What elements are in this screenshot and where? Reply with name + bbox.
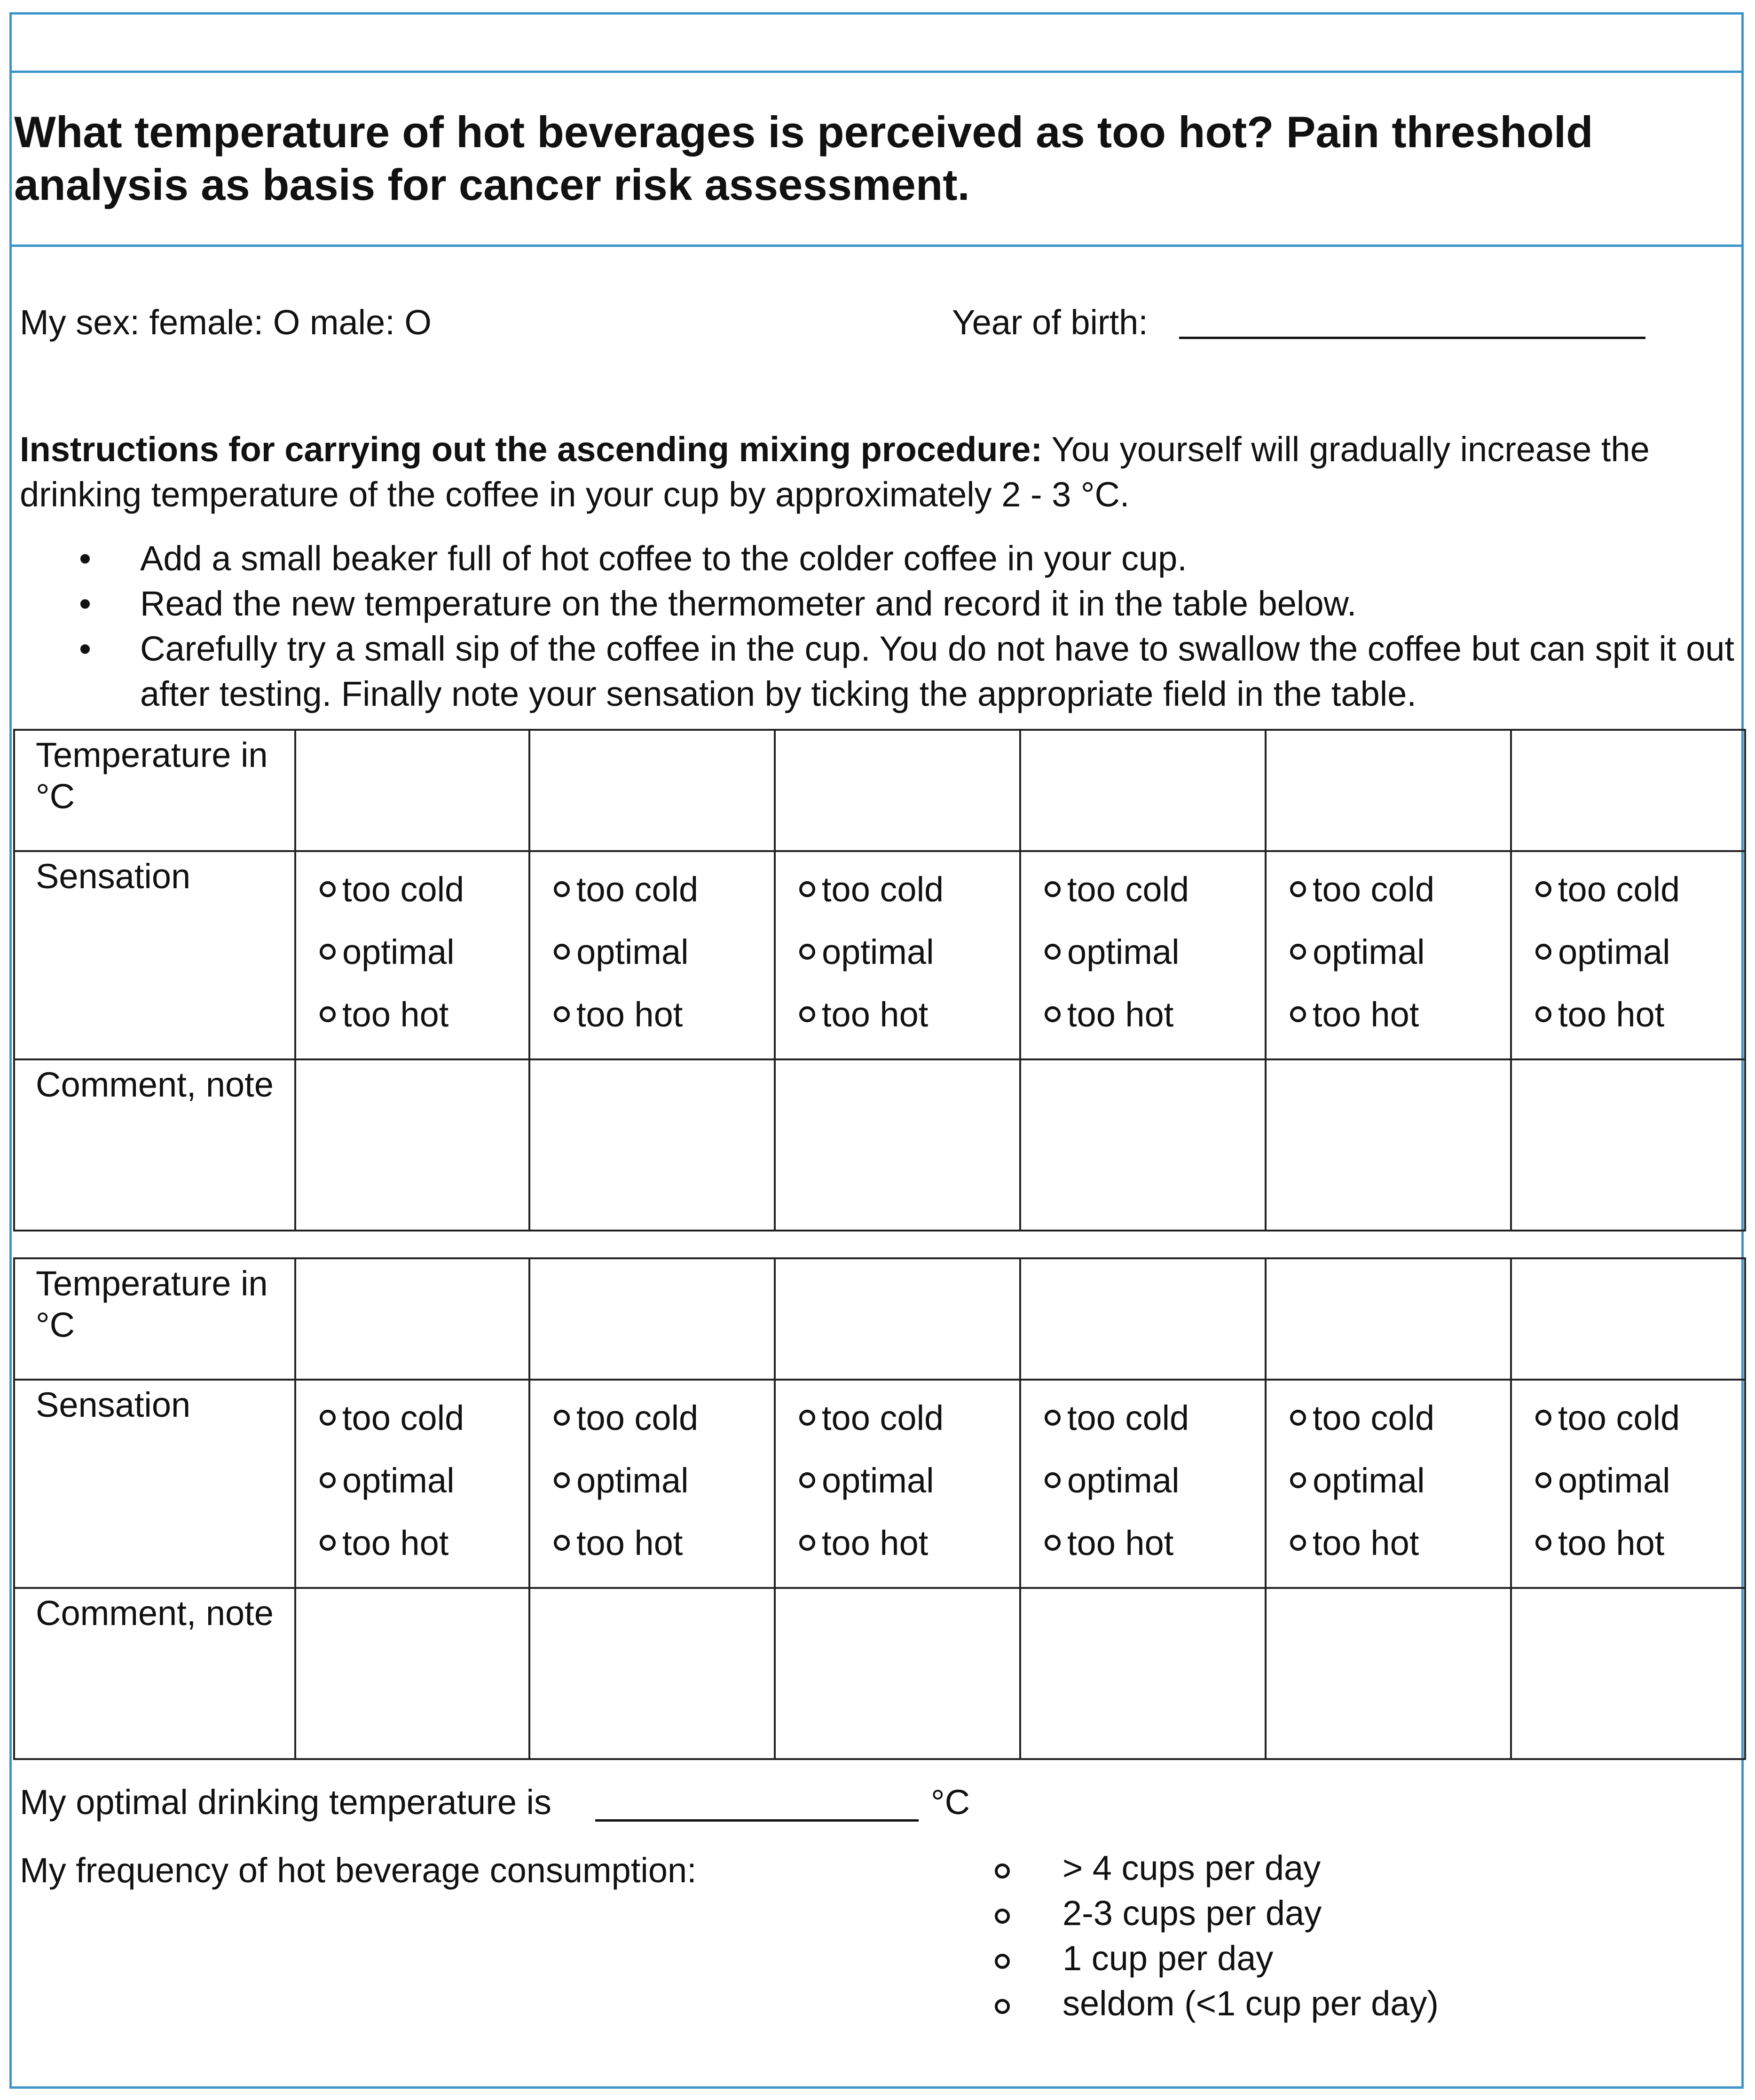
sensation-option[interactable] bbox=[1290, 1399, 1510, 1462]
instruction-step: • Read the new temperature on the thermometer and record it in the table below. bbox=[20, 581, 1736, 626]
radio-circle-icon[interactable] bbox=[1045, 1410, 1061, 1426]
temperature-entry-cell[interactable] bbox=[295, 1258, 529, 1380]
sensation-cell bbox=[775, 851, 1020, 1059]
sensation-option-label: optimal bbox=[1313, 1461, 1425, 1500]
radio-circle-icon[interactable] bbox=[1290, 1472, 1306, 1488]
frequency-option-label: seldom (<1 cup per day) bbox=[1062, 1984, 1439, 2023]
sensation-option[interactable] bbox=[320, 871, 528, 933]
frequency-option-label: 2-3 cups per day bbox=[1062, 1894, 1322, 1933]
sensation-option-label: too hot bbox=[342, 995, 449, 1034]
sensation-options bbox=[776, 1381, 1019, 1587]
sensation-option[interactable] bbox=[1045, 1524, 1265, 1587]
sensation-option[interactable] bbox=[554, 1524, 774, 1587]
optimal-temperature-label: My optimal drinking temperature is bbox=[20, 1783, 551, 1822]
sensation-option-label: too cold bbox=[342, 870, 464, 909]
sensation-option-label: too cold bbox=[576, 870, 699, 909]
sensation-cell bbox=[1266, 851, 1511, 1059]
sensation-option[interactable] bbox=[1045, 871, 1265, 933]
sensation-option[interactable] bbox=[320, 1462, 528, 1524]
comment-entry-cell[interactable] bbox=[1020, 1059, 1266, 1231]
radio-circle-icon[interactable] bbox=[799, 1410, 815, 1426]
comment-entry-cell[interactable] bbox=[775, 1059, 1020, 1231]
sensation-option-label: too hot bbox=[576, 995, 683, 1034]
temperature-entry-cell[interactable] bbox=[1020, 1258, 1266, 1380]
optimal-temperature-unit: °C bbox=[931, 1783, 970, 1822]
radio-circle-icon[interactable] bbox=[1535, 1472, 1551, 1488]
temperature-entry-cell[interactable] bbox=[1511, 1258, 1745, 1380]
radio-circle-icon[interactable] bbox=[1045, 1472, 1061, 1488]
sensation-option[interactable] bbox=[1535, 1462, 1744, 1524]
radio-circle-icon[interactable] bbox=[995, 1909, 1010, 1924]
comment-entry-cell[interactable] bbox=[1266, 1588, 1511, 1759]
row-label: Sensation bbox=[14, 1380, 295, 1588]
row-label: Comment, note bbox=[14, 1588, 295, 1759]
sensation-options bbox=[1512, 1381, 1744, 1587]
sensation-option-label: too cold bbox=[1067, 870, 1189, 909]
comment-entry-cell[interactable] bbox=[1511, 1059, 1745, 1231]
radio-circle-icon[interactable] bbox=[799, 881, 815, 897]
radio-circle-icon[interactable] bbox=[799, 944, 815, 960]
radio-circle-icon[interactable] bbox=[554, 1472, 570, 1488]
sensation-option[interactable] bbox=[1535, 996, 1744, 1058]
sensation-option[interactable] bbox=[554, 933, 774, 996]
sensation-options bbox=[1021, 1381, 1265, 1587]
year-of-birth-input[interactable] bbox=[1179, 337, 1645, 339]
radio-circle-icon[interactable] bbox=[554, 1410, 570, 1426]
frequency-option-label: 1 cup per day bbox=[1062, 1939, 1274, 1978]
sensation-options bbox=[776, 852, 1019, 1058]
instructions-heading: Instructions for carrying out the ascending mixing procedure: bbox=[20, 430, 1043, 469]
sensation-cell bbox=[529, 1380, 775, 1588]
sensation-option[interactable] bbox=[320, 1399, 528, 1462]
sensation-option-label: optimal bbox=[1067, 1461, 1180, 1500]
sensation-option[interactable] bbox=[1535, 871, 1744, 933]
sensation-option[interactable] bbox=[1290, 933, 1510, 996]
radio-circle-icon[interactable] bbox=[1045, 944, 1061, 960]
radio-circle-icon[interactable] bbox=[1535, 1006, 1551, 1022]
sensation-option[interactable] bbox=[1290, 871, 1510, 933]
sensation-option[interactable] bbox=[1290, 1462, 1510, 1524]
sensation-option[interactable] bbox=[799, 1399, 1019, 1462]
instructions-text bbox=[20, 427, 1736, 517]
sensation-row bbox=[14, 1380, 1745, 1588]
sensation-option-label: too cold bbox=[1313, 1398, 1435, 1437]
comment-entry-cell[interactable] bbox=[1511, 1588, 1745, 1759]
instruction-step: • Carefully try a small sip of the coffee in the cup. You do not have to swallow the coffee but can spit it out after testing. Finally note your sensation by ticking the appropriate field in the table. bbox=[20, 626, 1736, 717]
radio-circle-icon[interactable] bbox=[1535, 1410, 1551, 1426]
radio-circle-icon[interactable] bbox=[799, 1472, 815, 1488]
sensation-options bbox=[1267, 1381, 1510, 1587]
sensation-option[interactable] bbox=[320, 933, 528, 996]
radio-circle-icon[interactable] bbox=[554, 1535, 570, 1551]
radio-circle-icon[interactable] bbox=[320, 1535, 336, 1551]
sensation-cell bbox=[1266, 1380, 1511, 1588]
sensation-option-label: too cold bbox=[822, 870, 944, 909]
sensation-option-label: too cold bbox=[1313, 870, 1435, 909]
header-divider bbox=[9, 71, 1744, 73]
radio-circle-icon[interactable] bbox=[554, 1006, 570, 1022]
sensation-option[interactable] bbox=[1045, 1399, 1265, 1462]
title-divider bbox=[9, 245, 1744, 247]
row-label: Comment, note bbox=[14, 1059, 295, 1231]
sensation-option[interactable] bbox=[1535, 1399, 1744, 1462]
sensation-option-label: optimal bbox=[822, 932, 934, 971]
sensation-option-label: too hot bbox=[576, 1524, 683, 1563]
comment-row bbox=[14, 1059, 1745, 1231]
sensation-options bbox=[1512, 852, 1744, 1058]
radio-circle-icon[interactable] bbox=[1290, 1535, 1306, 1551]
frequency-options bbox=[987, 1846, 1439, 2026]
comment-entry-cell[interactable] bbox=[295, 1059, 529, 1231]
sensation-option-label: too hot bbox=[1067, 995, 1174, 1034]
sensation-option-label: too cold bbox=[1558, 870, 1680, 909]
sensation-option-label: optimal bbox=[576, 1461, 689, 1500]
sensation-options bbox=[530, 852, 774, 1058]
sensation-option-label: too cold bbox=[576, 1398, 699, 1437]
temperature-entry-cell[interactable] bbox=[295, 730, 529, 851]
radio-circle-icon[interactable] bbox=[1045, 1006, 1061, 1022]
temperature-entry-cell[interactable] bbox=[529, 1258, 775, 1380]
temperature-row bbox=[14, 730, 1745, 851]
sensation-option[interactable] bbox=[554, 871, 774, 933]
sensation-option-label: too cold bbox=[342, 1398, 464, 1437]
sensation-option[interactable] bbox=[799, 933, 1019, 996]
comment-entry-cell[interactable] bbox=[529, 1588, 775, 1759]
sensation-option[interactable] bbox=[1535, 933, 1744, 996]
radio-circle-icon[interactable] bbox=[1290, 1410, 1306, 1426]
sensation-option[interactable] bbox=[1045, 1462, 1265, 1524]
temperature-entry-cell[interactable] bbox=[1511, 730, 1745, 851]
row-label: Temperature in °C bbox=[14, 730, 295, 851]
sensation-option[interactable] bbox=[799, 1524, 1019, 1587]
temperature-entry-cell[interactable] bbox=[1020, 730, 1266, 851]
radio-circle-icon[interactable] bbox=[1045, 881, 1061, 897]
instructions-list bbox=[20, 536, 1736, 717]
radio-circle-icon[interactable] bbox=[1535, 1535, 1551, 1551]
sensation-option-label: too cold bbox=[1558, 1398, 1680, 1437]
radio-circle-icon[interactable] bbox=[799, 1535, 815, 1551]
sensation-option[interactable] bbox=[799, 1462, 1019, 1524]
frequency-option[interactable] bbox=[987, 1846, 1439, 1891]
sensation-cell bbox=[295, 1380, 529, 1588]
row-label: Sensation bbox=[14, 851, 295, 1059]
sensation-option-label: too hot bbox=[1067, 1524, 1174, 1563]
sensation-option-label: too hot bbox=[342, 1524, 449, 1563]
sensation-cell bbox=[295, 851, 529, 1059]
sensation-cell bbox=[529, 851, 775, 1059]
sensation-option[interactable] bbox=[799, 996, 1019, 1058]
form-title: What temperature of hot beverages is perceived as too hot? Pain threshold analysis as basis for cancer risk assessment. bbox=[14, 107, 1593, 209]
radio-circle-icon[interactable] bbox=[320, 944, 336, 960]
sensation-option-label: too hot bbox=[822, 1524, 929, 1563]
sensation-option-label: too hot bbox=[1313, 995, 1419, 1034]
sensation-option[interactable] bbox=[1045, 933, 1265, 996]
sensation-option[interactable] bbox=[1535, 1524, 1744, 1587]
radio-circle-icon[interactable] bbox=[995, 1863, 1010, 1879]
frequency-option[interactable] bbox=[987, 1891, 1439, 1936]
temperature-entry-cell[interactable] bbox=[1266, 1258, 1511, 1380]
sensation-option-label: optimal bbox=[1067, 932, 1180, 971]
sensation-option[interactable] bbox=[1290, 1524, 1510, 1587]
sensation-options bbox=[1267, 852, 1510, 1058]
radio-circle-icon[interactable] bbox=[320, 881, 336, 897]
sensation-options bbox=[530, 1381, 774, 1587]
sensation-options bbox=[296, 1381, 528, 1587]
instructions-body: You yourself will gradually increase the drinking temperature of the coffee in your cup by approximately 2 - 3 °C. bbox=[20, 430, 1650, 514]
comment-entry-cell[interactable] bbox=[1020, 1588, 1266, 1759]
comment-entry-cell[interactable] bbox=[775, 1588, 1020, 1759]
temperature-row bbox=[14, 1258, 1745, 1380]
comment-row bbox=[14, 1588, 1745, 1759]
sensation-cell bbox=[1020, 1380, 1266, 1588]
sensation-option-label: optimal bbox=[342, 932, 455, 971]
frequency-option-label: > 4 cups per day bbox=[1062, 1848, 1321, 1887]
sensation-cell bbox=[775, 1380, 1020, 1588]
sensation-option[interactable] bbox=[554, 1462, 774, 1524]
sensation-cell bbox=[1020, 851, 1266, 1059]
frequency-label: My frequency of hot beverage consumption: bbox=[20, 1851, 697, 1890]
radio-circle-icon[interactable] bbox=[995, 1999, 1010, 2014]
sensation-option[interactable] bbox=[320, 996, 528, 1058]
temperature-entry-cell[interactable] bbox=[529, 730, 775, 851]
sensation-option-label: optimal bbox=[1313, 932, 1425, 971]
sensation-option-label: too hot bbox=[1313, 1524, 1419, 1563]
radio-circle-icon[interactable] bbox=[1045, 1535, 1061, 1551]
comment-entry-cell[interactable] bbox=[295, 1588, 529, 1759]
optimal-temperature-input[interactable] bbox=[595, 1819, 919, 1822]
sensation-option-label: too hot bbox=[822, 995, 929, 1034]
sensation-option[interactable] bbox=[320, 1524, 528, 1587]
sensation-option[interactable] bbox=[1290, 996, 1510, 1058]
sensation-option[interactable] bbox=[554, 1399, 774, 1462]
sensation-option[interactable] bbox=[799, 871, 1019, 933]
radio-circle-icon[interactable] bbox=[554, 944, 570, 960]
radio-circle-icon[interactable] bbox=[320, 1410, 336, 1426]
sensation-option-label: too cold bbox=[1067, 1398, 1189, 1437]
sensation-option[interactable] bbox=[554, 996, 774, 1058]
sensation-row bbox=[14, 851, 1745, 1059]
year-of-birth-label: Year of birth: bbox=[952, 303, 1148, 342]
temperature-entry-cell[interactable] bbox=[775, 730, 1020, 851]
radio-circle-icon[interactable] bbox=[1535, 881, 1551, 897]
temperature-entry-cell[interactable] bbox=[1266, 730, 1511, 851]
radio-circle-icon[interactable] bbox=[1535, 944, 1551, 960]
radio-circle-icon[interactable] bbox=[995, 1954, 1010, 1969]
comment-entry-cell[interactable] bbox=[1266, 1059, 1511, 1231]
sensation-option-label: optimal bbox=[1558, 932, 1670, 971]
temperature-entry-cell[interactable] bbox=[775, 1258, 1020, 1380]
comment-entry-cell[interactable] bbox=[529, 1059, 775, 1231]
frequency-option[interactable] bbox=[987, 1936, 1439, 1981]
sex-field[interactable]: My sex: female: O male: O bbox=[20, 303, 432, 342]
sensation-option-label: too cold bbox=[822, 1398, 944, 1437]
radio-circle-icon[interactable] bbox=[1290, 1006, 1306, 1022]
sensation-option-label: optimal bbox=[342, 1461, 455, 1500]
sensation-cell bbox=[1511, 851, 1745, 1059]
sensation-option[interactable] bbox=[1045, 996, 1265, 1058]
sensation-option-label: optimal bbox=[822, 1461, 934, 1500]
temperature-table-1 bbox=[13, 729, 1746, 1232]
radio-circle-icon[interactable] bbox=[1290, 944, 1306, 960]
sensation-option-label: too hot bbox=[1558, 1524, 1665, 1563]
radio-circle-icon[interactable] bbox=[799, 1006, 815, 1022]
radio-circle-icon[interactable] bbox=[554, 881, 570, 897]
radio-circle-icon[interactable] bbox=[1290, 881, 1306, 897]
sensation-option-label: optimal bbox=[1558, 1461, 1670, 1500]
radio-circle-icon[interactable] bbox=[320, 1006, 336, 1022]
temperature-table-2 bbox=[13, 1257, 1746, 1760]
sensation-options bbox=[296, 852, 528, 1058]
row-label: Temperature in °C bbox=[14, 1258, 295, 1380]
radio-circle-icon[interactable] bbox=[320, 1472, 336, 1488]
sensation-cell bbox=[1511, 1380, 1745, 1588]
sensation-options bbox=[1021, 852, 1265, 1058]
sensation-option-label: optimal bbox=[576, 932, 689, 971]
instruction-step: • Add a small beaker full of hot coffee to the colder coffee in your cup. bbox=[20, 536, 1736, 581]
frequency-option[interactable] bbox=[987, 1981, 1439, 2026]
sensation-option-label: too hot bbox=[1558, 995, 1665, 1034]
